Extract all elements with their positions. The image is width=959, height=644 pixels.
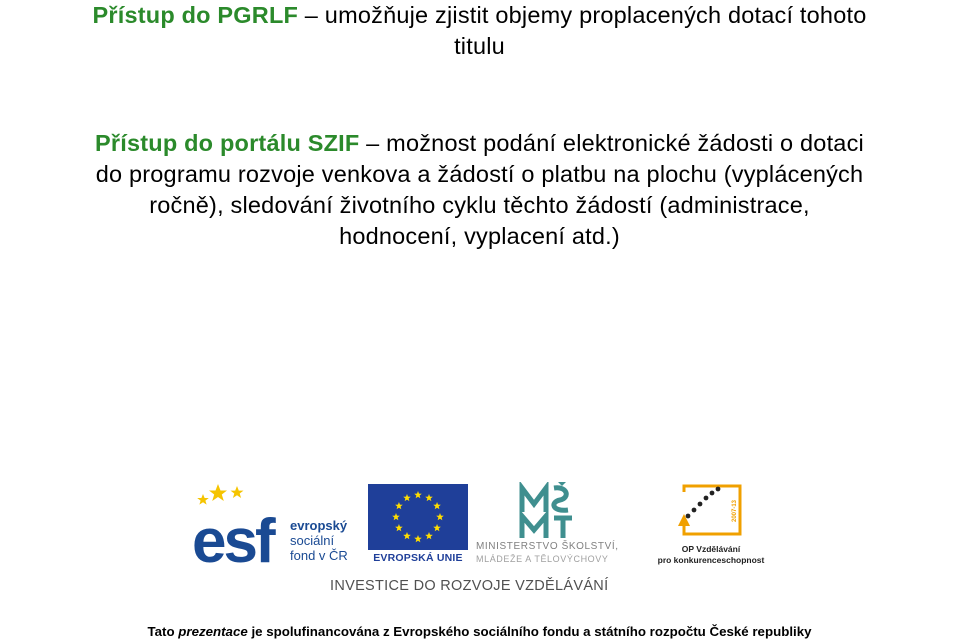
eu-caption: EVROPSKÁ UNIE — [373, 552, 463, 564]
footer-part-1: Tato — [147, 624, 179, 639]
msmt-caption — [476, 540, 652, 566]
msmt-caption-1: MINISTERSTVO ŠKOLSTVÍ, — [476, 541, 619, 552]
op-years: 2007-13 — [732, 499, 738, 522]
eu-logo — [368, 484, 468, 568]
logo-tagline: INVESTICE DO ROZVOJE VZDĚLÁVÁNÍ — [330, 578, 609, 594]
esf-caption-2: sociální — [290, 533, 335, 548]
eu-flag-icon — [368, 484, 468, 550]
esf-caption — [290, 518, 348, 563]
szif-lead: Přístup do portálu SZIF — [95, 130, 360, 156]
op-vzdelavani-logo — [654, 482, 768, 568]
msmt-monogram-icon — [476, 482, 652, 540]
footer-part-2: prezentace — [178, 624, 248, 639]
footer-cofinancing-note — [0, 624, 959, 639]
pgrlf-lead: Přístup do PGRLF — [92, 2, 299, 28]
esf-caption-1: evropský — [290, 518, 348, 533]
op-vzdelavani-icon — [654, 482, 768, 544]
szif-line-4: hodnocení, vyplacení atd.) — [339, 223, 620, 249]
op-caption-1: OP Vzdělávání — [681, 544, 741, 554]
esf-logo — [190, 482, 360, 568]
pgrlf-line-2: titulu — [454, 33, 505, 59]
szif-line-3: ročně), sledování životního cyklu těchto žádostí (administrace, — [149, 192, 810, 218]
msmt-caption-2: MLÁDEŽE A TĚLOVÝCHOVY — [476, 554, 609, 564]
msmt-logo — [476, 482, 652, 568]
szif-line-1 — [0, 128, 959, 159]
esf-wordmark-graphic — [190, 482, 290, 568]
szif-paragraph — [0, 128, 959, 252]
op-caption-2: pro konkurenceschopnost — [657, 555, 765, 565]
szif-line-2: do programu rozvoje venkova a žádostí o platbu na plochu (vyplácených — [95, 161, 864, 187]
footer-part-3: je spolufinancována z Evropského sociálního fondu a státního rozpočtu České republiky — [247, 624, 812, 639]
op-caption — [654, 544, 768, 566]
pgrlf-line-1 — [0, 0, 959, 31]
esf-wordmark: esf — [192, 507, 273, 568]
pgrlf-paragraph — [0, 0, 959, 62]
esf-caption-3: fond v ČR — [290, 548, 348, 563]
szif-line-1-rest: – možnost podání elektronické žádosti o dotaci — [359, 130, 864, 156]
pgrlf-line-1-rest: – umožňuje zjistit objemy proplacených dotací tohoto — [298, 2, 867, 28]
